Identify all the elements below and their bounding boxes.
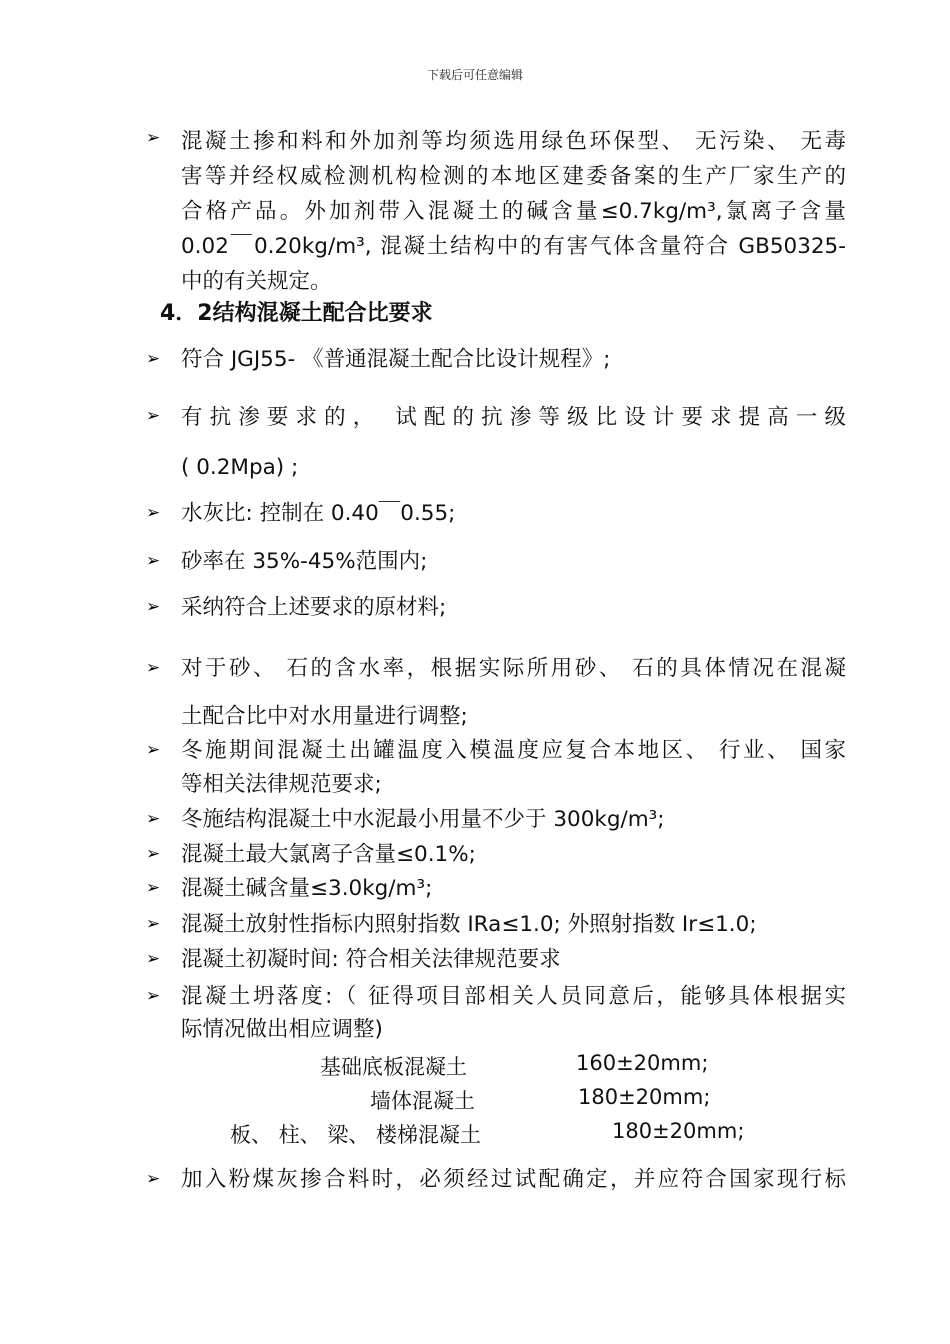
text-line: 土配合比中对水用量进行调整;: [181, 704, 468, 729]
bullet-marker-icon: ➢: [146, 503, 161, 523]
bullet-marker-icon: ➢: [146, 128, 161, 148]
bullet-marker-icon: ➢: [146, 406, 161, 426]
text-line: 对于砂、 石的含水率，根据实际所用砂、 石的具体情况在混凝: [181, 656, 846, 681]
text-line: 混凝土坍落度:（ 征得项目部相关人员同意后，能够具体根据实: [181, 984, 846, 1009]
bullet-marker-icon: ➢: [146, 349, 161, 369]
text-line: 冬施期间混凝土出罐温度入模温度应复合本地区、 行业、 国家: [181, 738, 846, 763]
bullet-marker-icon: ➢: [146, 597, 161, 617]
slump-value: 180±20mm;: [578, 1085, 711, 1109]
bullet-marker-icon: ➢: [146, 740, 161, 760]
text-line: 混凝土最大氯离子含量≤0.1%;: [181, 842, 476, 867]
text-line: 混凝土放射性指标内照射指数 IRa≤1.0; 外照射指数 Ir≤1.0;: [181, 912, 757, 937]
page-header: 下载后可任意编辑: [426, 68, 523, 82]
slump-label: 墙体混凝土: [370, 1089, 475, 1113]
text-line: 砂率在 35%-45%范围内;: [181, 549, 428, 574]
text-line: 加入粉煤灰掺合料时，必须经过试配确定，并应符合国家现行标: [181, 1167, 846, 1192]
text-line: 符合 JGJ55- 《普通混凝土配合比设计规程》;: [181, 347, 611, 372]
slump-label: 基础底板混凝土: [320, 1055, 467, 1079]
slump-value: 160±20mm;: [576, 1051, 709, 1075]
text-line: 混凝土碱含量≤3.0kg/m³;: [181, 876, 433, 901]
bullet-marker-icon: ➢: [146, 949, 161, 969]
bullet-marker-icon: ➢: [146, 986, 161, 1006]
bullet-marker-icon: ➢: [146, 809, 161, 829]
text-line: 等相关法律规范要求;: [181, 772, 382, 797]
slump-value: 180±20mm;: [612, 1119, 745, 1143]
section-title: 4．2结构混凝土配合比要求: [160, 301, 433, 326]
bullet-marker-icon: ➢: [146, 658, 161, 678]
bullet-marker-icon: ➢: [146, 551, 161, 571]
text-line: 混凝土掺和料和外加剂等均须选用绿色环保型、 无污染、 无毒: [181, 129, 846, 154]
text-line: 中的有关规定。: [181, 269, 332, 294]
text-line: 有抗渗要求的， 试配的抗渗等级比设计要求提高一级: [181, 405, 846, 430]
text-line: 混凝土初凝时间: 符合相关法律规范要求: [181, 947, 561, 972]
text-line: 际情况做出相应调整): [181, 1017, 383, 1042]
text-line: 0.02￣0.20kg/m³, 混凝土结构中的有害气体含量符合 GB50325-: [181, 234, 846, 259]
slump-label: 板、 柱、 梁、 楼梯混凝土: [230, 1123, 482, 1147]
text-line: 采纳符合上述要求的原材料;: [181, 595, 447, 620]
text-line: ( 0.2Mpa) ;: [181, 455, 299, 480]
text-line: 合格产品。外加剂带入混凝土的碱含量≤0.7kg/m³,氯离子含量: [181, 199, 846, 224]
bullet-marker-icon: ➢: [146, 1169, 161, 1189]
text-line: 水灰比: 控制在 0.40￣0.55;: [181, 501, 456, 526]
bullet-marker-icon: ➢: [146, 878, 161, 898]
text-line: 害等并经权威检测机构检测的本地区建委备案的生产厂家生产的: [181, 164, 846, 189]
bullet-marker-icon: ➢: [146, 914, 161, 934]
text-line: 冬施结构混凝土中水泥最小用量不少于 300kg/m³;: [181, 807, 665, 832]
bullet-marker-icon: ➢: [146, 844, 161, 864]
